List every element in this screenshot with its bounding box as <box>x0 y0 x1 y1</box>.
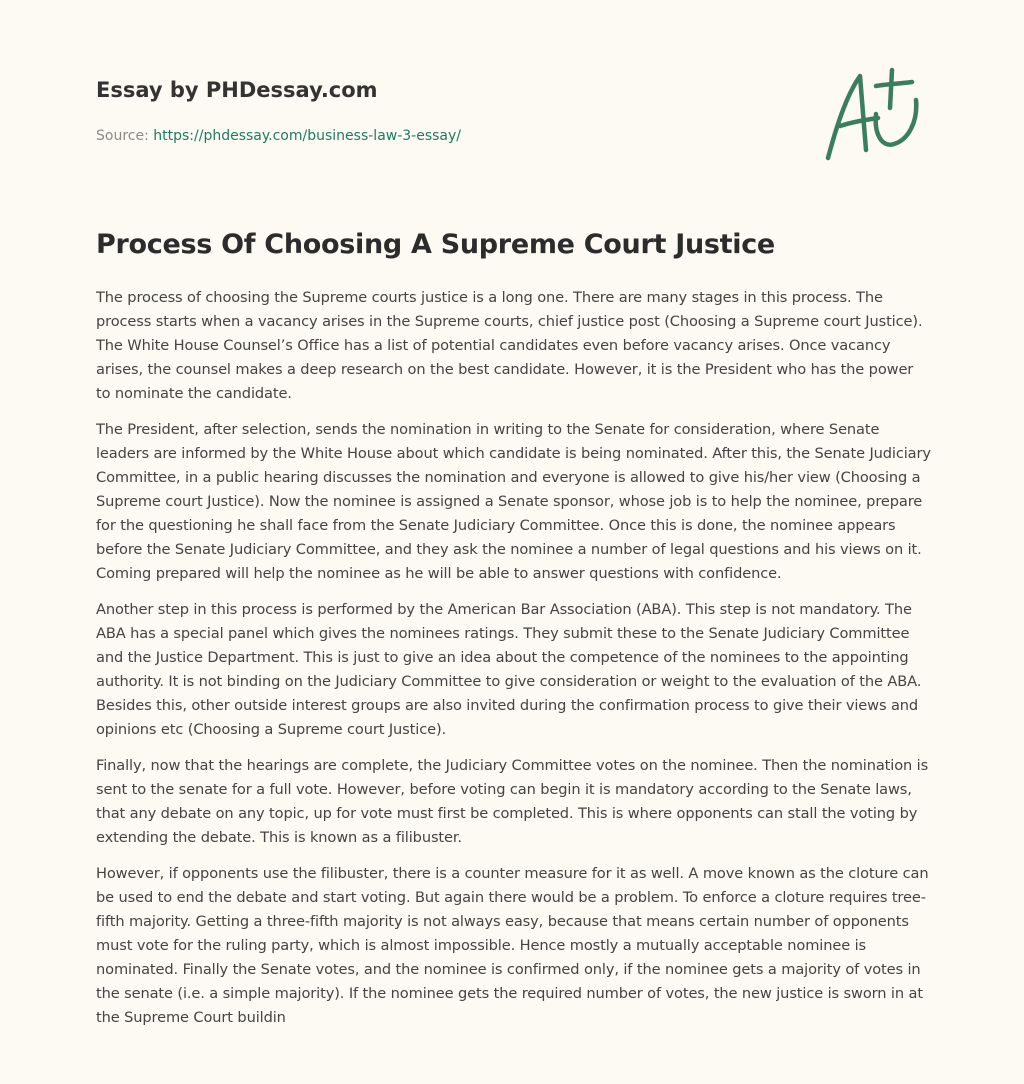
site-brand: Essay by PHDessay.com <box>96 78 378 102</box>
essay-paragraph: Another step in this process is performed by the American Bar Association (ABA). This step is not mandatory. The ABA has a special panel which gives the nominees ratings. They submit these to the Senate Judiciary Committee and the Justice Department. This is just to give an idea about the competence of the nominees to the appointing authority. It is not binding on the Judiciary Committee to give consideration or weight to the evaluation of the ABA. Besides this, other outside interest groups are also invited during the confirmation process to give their views and opinions etc (Choosing a Supreme court Justice). <box>96 601 922 738</box>
essay-paragraph: The process of choosing the Supreme courts justice is a long one. There are many stages in this process. The process starts when a vacancy arises in the Supreme courts, chief justice post (Choosing a Supreme court Justice). The White House Counsel’s Office has a list of potential candidates even before vacancy arises. Once vacancy arises, the counsel makes a deep research on the best candidate. However, it is the President who has the power to nominate the candidate. <box>96 289 923 402</box>
source-label: Source: <box>96 128 154 144</box>
essay-content <box>96 226 932 1042</box>
page-header <box>96 76 776 146</box>
source-link[interactable]: https://phdessay.com/business-law-3-essay/ <box>153 128 462 144</box>
essay-title: Process Of Choosing A Supreme Court Justice <box>96 229 775 260</box>
essay-paragraph: Finally, now that the hearings are complete, the Judiciary Committee votes on the nominee. Then the nomination is sent to the senate for a full vote. However, before voting can begin it is mandatory according to the Senate laws, that any debate on any topic, up for vote must first be completed. This is where opponents can stall the voting by extending the debate. This is known as a filibuster. <box>96 757 929 846</box>
essay-paragraph: However, if opponents use the filibuster, there is a counter measure for it as well. A move known as the cloture can be used to end the debate and start voting. But again there would be a problem. To enforce a cloture requires tree-fifth majority. Getting a three-fifth majority is not always easy, because that means certain number of opponents must vote for the ruling party, which is almost impossible. Hence mostly a mutually acceptable nominee is nominated. Finally the Senate votes, and the nominee is confirmed only, if the nominee gets a majority of votes in the senate (i.e. a simple majority). If the nominee gets the required number of votes, the new justice is sworn in at the Supreme Court buildin <box>96 865 929 1026</box>
source-line <box>96 126 776 146</box>
essay-paragraph: The President, after selection, sends the nomination in writing to the Senate for consideration, where Senate leaders are informed by the White House about which candidate is being nominated. After this, the Senate Judiciary Committee, in a public hearing discusses the nomination and everyone is allowed to give his/her view (Choosing a Supreme court Justice). Now the nominee is assigned a Senate sponsor, whose job is to help the nominee, prepare for the questioning he shall face from the Senate Judiciary Committee. Once this is done, the nominee appears before the Senate Judiciary Committee, and they ask the nominee a number of legal questions and his views on it. Coming prepared will help the nominee as he will be able to answer questions with confidence. <box>96 421 931 582</box>
a-plus-grade-icon <box>820 66 930 166</box>
